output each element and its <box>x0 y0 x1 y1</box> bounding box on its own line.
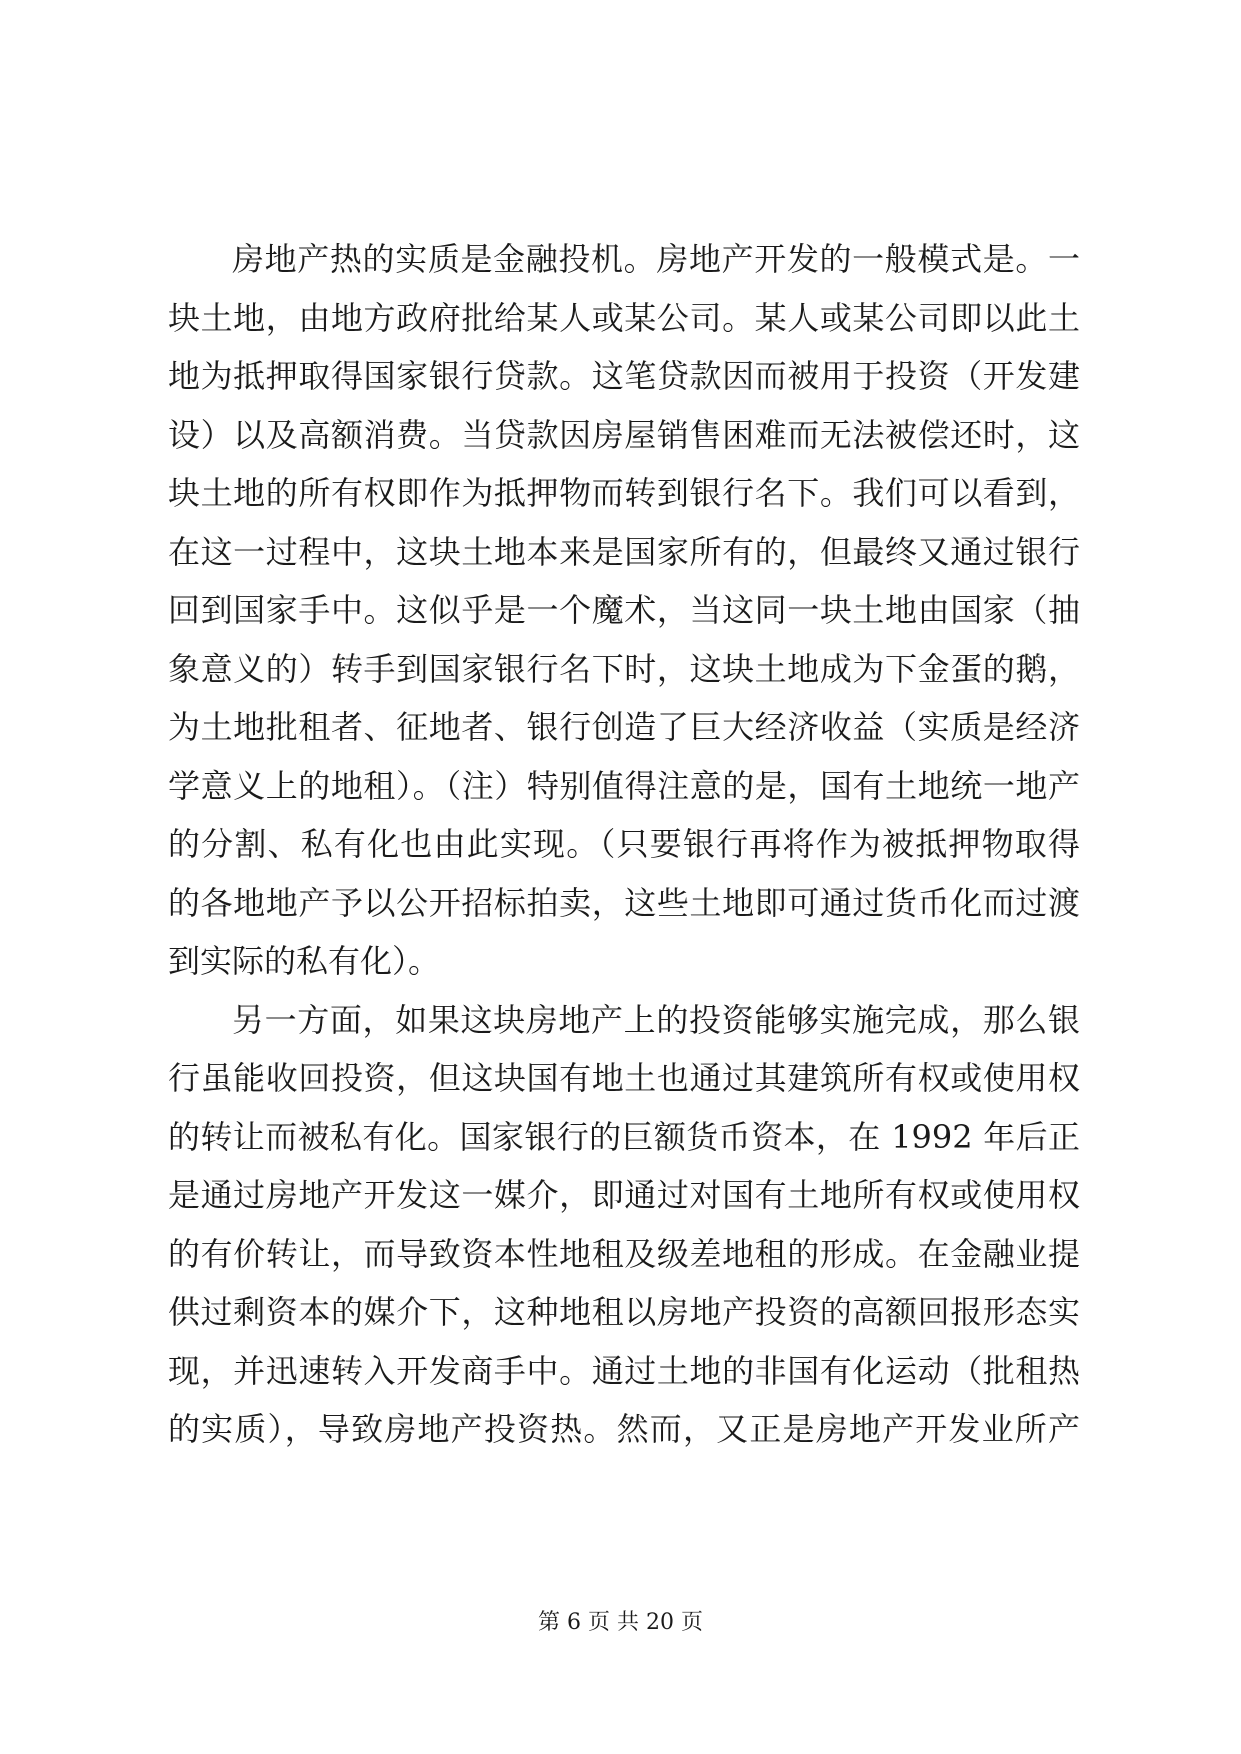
text-line: 为土地批租者、征地者、银行创造了巨大经济收益（实质是经济 <box>168 708 1080 746</box>
text-line: 回到国家手中。这似乎是一个魔术，当这同一块土地由国家（抽 <box>168 591 1080 629</box>
page-number-footer: 第 6 页 共 20 页 <box>538 1610 703 1635</box>
text-line: 到实际的私有化）。 <box>168 942 441 980</box>
text-line: 设）以及高额消费。当贷款因房屋销售困难而无法被偿还时，这 <box>168 415 1080 454</box>
text-line: 块土地，由地方政府批给某人或某公司。某人或某公司即以此土 <box>168 298 1080 337</box>
text-line: 另一方面，如果这块房地产上的投资能够实施完成，那么银 <box>232 1000 1080 1039</box>
text-line: 的有价转让，而导致资本性地租及级差地租的形成。在金融业提 <box>168 1234 1080 1273</box>
document-body <box>168 230 1080 1459</box>
paragraph-1 <box>168 230 1080 991</box>
text-line: 在这一过程中，这块土地本来是国家所有的，但最终又通过银行 <box>168 532 1080 571</box>
text-line: 地为抵押取得国家银行贷款。这笔贷款因而被用于投资（开发建 <box>168 357 1080 395</box>
text-line: 房地产热的实质是金融投机。房地产开发的一般模式是。一 <box>232 240 1080 278</box>
paragraph-2 <box>168 991 1080 1459</box>
text-line: 是通过房地产开发这一媒介，即通过对国有土地所有权或使用权 <box>168 1176 1080 1214</box>
text-line: 供过剩资本的媒介下，这种地租以房地产投资的高额回报形态实 <box>168 1293 1080 1331</box>
text-line: 现，并迅速转入开发商手中。通过土地的非国有化运动（批租热 <box>168 1351 1080 1390</box>
text-line: 学意义上的地租）。（注）特别值得注意的是，国有土地统一地产 <box>168 766 1080 805</box>
text-line: 块土地的所有权即作为抵押物而转到银行名下。我们可以看到， <box>168 474 1080 512</box>
text-line: 的转让而被私有化。国家银行的巨额货币资本，在 1992 年后正 <box>168 1117 1080 1156</box>
text-line: 的实质），导致房地产投资热。然而，又正是房地产开发业所产 <box>168 1410 1080 1448</box>
text-line: 行虽能收回投资，但这块国有地土也通过其建筑所有权或使用权 <box>168 1059 1080 1097</box>
text-line: 的分割、私有化也由此实现。（只要银行再将作为被抵押物取得 <box>168 825 1080 863</box>
text-line: 象意义的）转手到国家银行名下时，这块土地成为下金蛋的鹅， <box>168 649 1080 688</box>
text-line: 的各地地产予以公开招标拍卖，这些土地即可通过货币化而过渡 <box>168 883 1080 922</box>
